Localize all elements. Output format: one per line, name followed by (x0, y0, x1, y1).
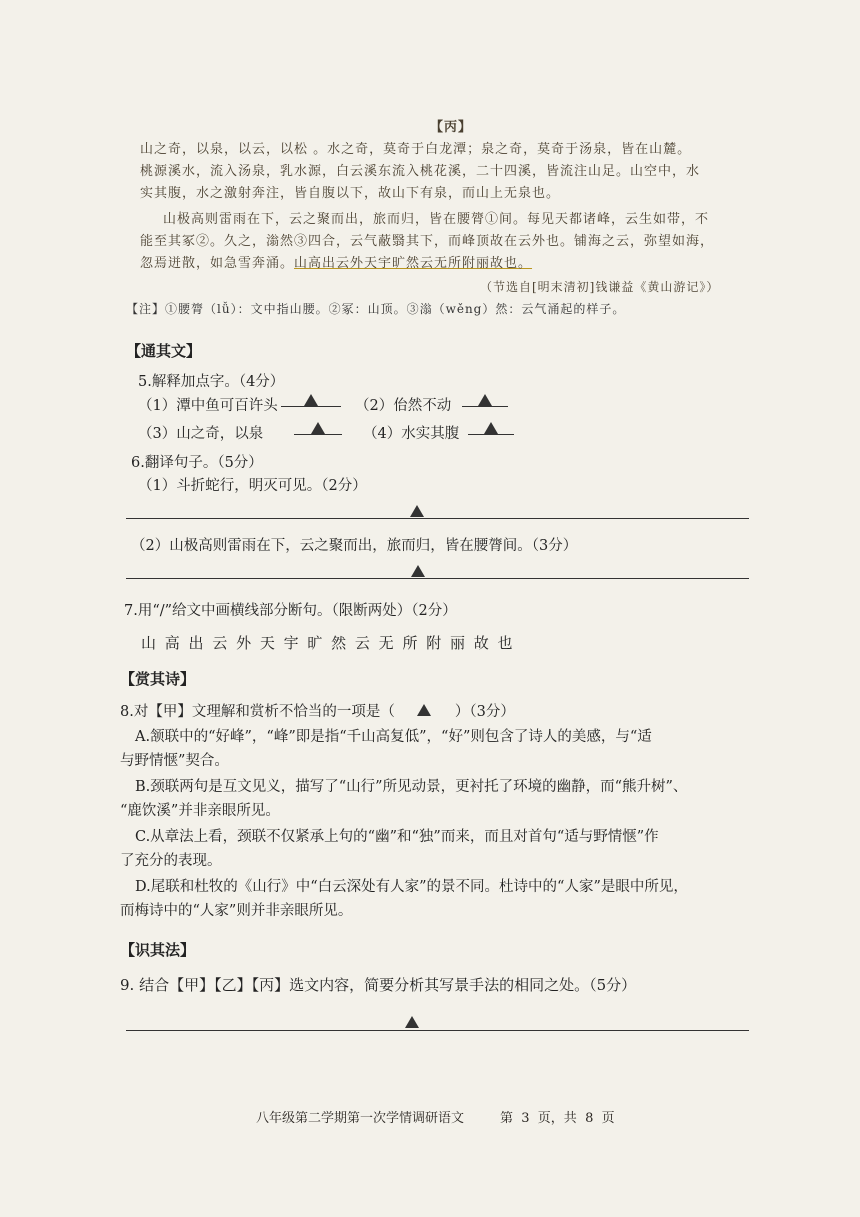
q8-title-pre: 8.对【甲】文理解和赏析不恰当的一项是（ (120, 704, 395, 720)
q9-title: 9. 结合【甲】【乙】【丙】选文内容，简要分析其写景手法的相同之处。（5分） (120, 976, 637, 994)
q5-item-1: （1）潭中鱼可百许头 (138, 398, 278, 414)
q8-option-c-1: C.从章法上看，颈联不仅紧承上句的“幽”和“独”而来，而且对首句“适与野情惬”作 (135, 829, 659, 845)
q5-item-2: （2）佁然不动 (355, 398, 452, 414)
passage-source: （节选自[明末清初]钱谦益《黄山游记》） (480, 280, 720, 294)
passage-note: 【注】①腰膂（lǚ）：文中指山腰。②冢：山顶。③滃（wěng）然：云气涌起的样子。 (126, 302, 626, 316)
q6-answer-line-1[interactable] (126, 518, 749, 519)
passage-line-3: 实其腹，水之激射奔注，皆自腹以下，故山下有泉，而山上无泉也。 (140, 186, 561, 201)
q7-title: 7.用“/”给文中画横线部分断句。（限断两处）（2分） (124, 603, 457, 619)
q6-answer-line-2[interactable] (126, 578, 749, 579)
q8-option-a-1: A.颔联中的“好峰”，“峰”即是指“千山高复低”，“好”则包含了诗人的美感，与“适 (135, 729, 652, 745)
q8-option-d-2: 而梅诗中的“人家”则并非亲眼所见。 (120, 903, 353, 919)
q8-option-b-1: B.颈联两句是互文见义，描写了“山行”所见动景，更衬托了环境的幽静，而“熊升树”、 (135, 779, 688, 795)
section-title-shiqifa: 【识其法】 (120, 941, 196, 959)
q8-title-post: ）（3分） (454, 704, 515, 720)
q7-chars[interactable]: 山 高 出 云 外 天 宇 旷 然 云 无 所 附 丽 故 也 (141, 634, 515, 652)
q6-sentence-1: （1）斗折蛇行，明灭可见。（2分） (138, 478, 367, 494)
answer-triangle-icon (484, 422, 498, 434)
answer-triangle-icon (478, 394, 492, 406)
q5-title: 5.解释加点字。（4分） (138, 374, 285, 390)
answer-triangle-icon (311, 422, 325, 434)
passage-label: 【丙】 (430, 120, 473, 135)
section-title-tongqiwen: 【通其文】 (126, 342, 202, 360)
q5-blank-2[interactable] (462, 392, 508, 407)
passage-line-6 (140, 252, 532, 271)
q5-blank-3[interactable] (294, 420, 342, 435)
q6-title: 6.翻译句子。（5分） (131, 455, 263, 471)
q5-item-3: （3）山之奇，以泉 (138, 426, 264, 442)
footer-page-number: 第 3 页，共 8 页 (500, 1111, 615, 1126)
answer-triangle-icon (304, 394, 318, 406)
q8-option-c-2: 了充分的表现。 (120, 853, 222, 869)
q8-title (120, 700, 515, 721)
q8-option-d-1: D.尾联和杜牧的《山行》中“白云深处有人家”的景不同。杜诗中的“人家”是眼中所见， (135, 879, 688, 895)
answer-triangle-icon (417, 704, 431, 716)
q8-answer-slot[interactable] (395, 704, 455, 716)
answer-triangle-icon (411, 565, 425, 577)
passage-line-4: 山极高则雷雨在下，云之聚而出，旅而归，皆在腰膂①间。每见天都诸峰，云生如带，不 (163, 212, 710, 227)
q5-blank-1[interactable] (281, 392, 341, 407)
answer-triangle-icon (405, 1016, 419, 1028)
passage-line-6-plain: 忽焉迸散，如急雪奔涌。 (140, 256, 295, 271)
q8-option-a-2: 与野情惬”契合。 (120, 753, 229, 769)
passage-line-2: 桃源溪水，流入汤泉，乳水源，白云溪东流入桃花溪，二十四溪，皆流注山足。山空中，水 (140, 164, 701, 179)
answer-triangle-icon (410, 505, 424, 517)
passage-line-1: 山之奇，以泉，以云，以松 。水之奇，莫奇于白龙潭；泉之奇，莫奇于汤泉，皆在山麓。 (140, 142, 692, 157)
passage-line-5: 能至其冢②。久之，滃然③四合，云气蔽翳其下，而峰顶故在云外也。铺海之云，弥望如海， (140, 234, 715, 249)
q8-option-b-2: “鹿饮溪”并非亲眼所见。 (120, 803, 280, 819)
q6-sentence-2: （2）山极高则雷雨在下，云之聚而出，旅而归，皆在腰膂间。（3分） (131, 538, 578, 554)
q5-blank-4[interactable] (468, 420, 514, 435)
footer-exam-title: 八年级第二学期第一次学情调研语文 (256, 1111, 465, 1126)
underlined-sentence: 山高出云外天宇旷然云无所附丽故也。 (294, 256, 533, 271)
section-title-shangqishi: 【赏其诗】 (120, 670, 196, 688)
q9-answer-line[interactable] (126, 1030, 749, 1031)
q5-item-4: （4）水实其腹 (363, 426, 460, 442)
